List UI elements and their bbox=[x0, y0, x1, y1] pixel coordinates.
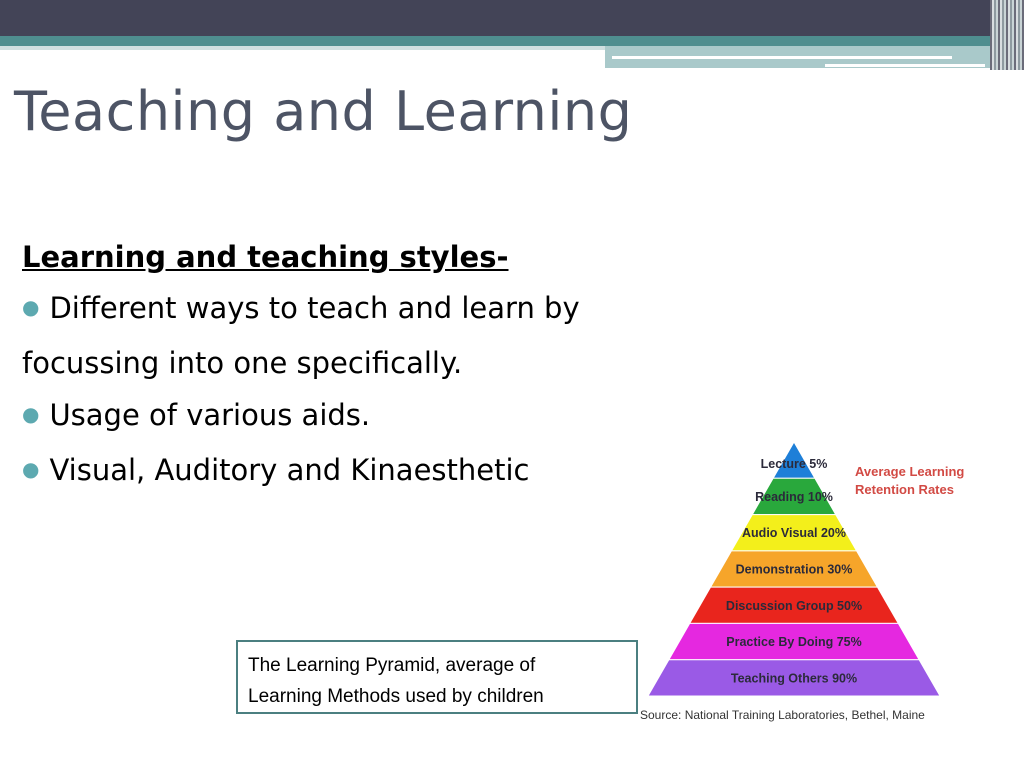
bullet-line bbox=[22, 389, 662, 444]
caption-box bbox=[236, 640, 638, 714]
top-header-bar bbox=[0, 0, 1024, 36]
retention-heading: Average Learning bbox=[855, 464, 965, 479]
line-text: Different ways to teach and learn by bbox=[49, 291, 580, 325]
bullet-icon: ● bbox=[22, 457, 40, 481]
caption-line: The Learning Pyramid, average of bbox=[248, 655, 536, 676]
pyramid-source: Source: National Training Laboratories, Bethel, Maine bbox=[640, 708, 925, 722]
slide-body bbox=[22, 238, 662, 499]
body-line bbox=[22, 337, 662, 389]
line-text: Usage of various aids. bbox=[49, 398, 371, 432]
slide-title: Teaching and Learning bbox=[14, 80, 633, 143]
pyramid-level-label: Practice By Doing 75% bbox=[726, 635, 862, 650]
bullet-icon: ● bbox=[22, 295, 40, 319]
retention-heading: Retention Rates bbox=[855, 482, 954, 497]
caption-line: Learning Methods used by children bbox=[248, 686, 544, 707]
teal-accent-bar bbox=[0, 36, 1024, 46]
pyramid-level-label: Teaching Others 90% bbox=[730, 671, 858, 686]
bullet-icon: ● bbox=[22, 402, 40, 426]
pyramid-level-label: Reading 10% bbox=[755, 489, 833, 504]
subheading: Learning and teaching styles- bbox=[22, 240, 509, 274]
pyramid-level-label: Audio Visual 20% bbox=[742, 526, 846, 541]
pyramid-level-label: Discussion Group 50% bbox=[725, 598, 863, 613]
bullet-line bbox=[22, 444, 662, 499]
pyramid-level-label: Lecture 5% bbox=[760, 457, 828, 472]
learning-pyramid-image bbox=[626, 430, 998, 730]
decorative-line bbox=[612, 56, 952, 59]
learning-pyramid-graphic bbox=[626, 430, 998, 730]
pyramid-level-label: Demonstration 30% bbox=[735, 562, 853, 577]
decorative-stripes bbox=[990, 0, 1024, 70]
decorative-line-short bbox=[825, 64, 985, 67]
line-text: focussing into one specifically. bbox=[22, 346, 463, 380]
bullet-line bbox=[22, 282, 662, 337]
line-text: Visual, Auditory and Kinaesthetic bbox=[49, 453, 530, 487]
